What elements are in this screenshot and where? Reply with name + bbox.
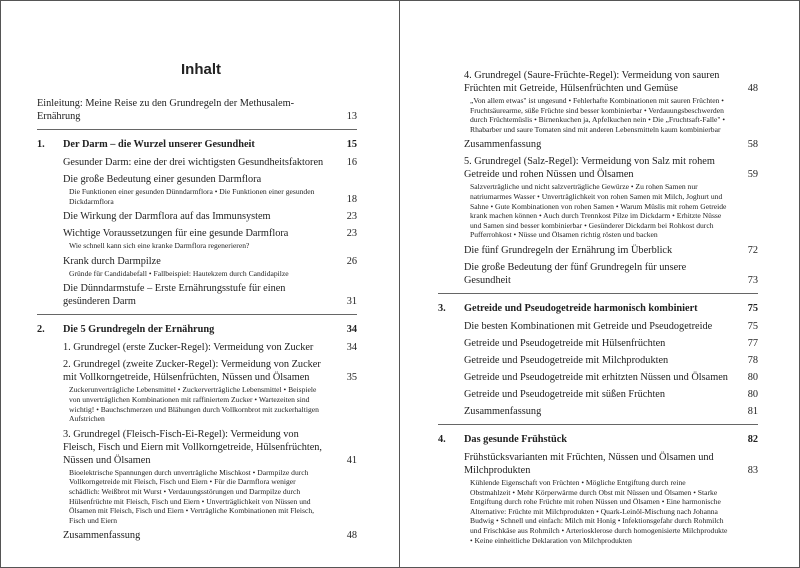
- page-number: 58: [747, 139, 758, 151]
- page-number: 35: [346, 372, 357, 384]
- page-number: 81: [747, 405, 758, 417]
- toc-entry[interactable]: Die fünf Grundregeln der Ernährung im Überblick 72: [464, 244, 758, 256]
- toc-section[interactable]: 2. Die 5 Grundregeln der Ernährung 34: [37, 324, 357, 336]
- toc-section[interactable]: 1. Der Darm – die Wurzel unserer Gesundheit 15: [37, 139, 357, 150]
- right-page: [400, 1, 799, 567]
- page-number: 13: [346, 111, 357, 122]
- toc-subtopics: Die Funktionen einer gesunden Dünndarmflora • Die Funktionen einer gesunden Dickdarmflora: [69, 187, 315, 206]
- toc-entry[interactable]: Zusammenfassung 48: [63, 530, 357, 542]
- toc-entry[interactable]: Die Dünndarmstufe – Erste Ernährungsstufe für einen gesünderen Darm 31: [63, 283, 357, 308]
- toc-section[interactable]: 4. Das gesunde Frühstück 82: [438, 433, 758, 445]
- toc-entry[interactable]: Die große Bedeutung einer gesunden Darmflora 18 Die Funktionen einer gesunden Dünndarmflora • Die Funktionen einer gesunden Dickdarmflora: [37, 173, 357, 206]
- page-number: 34: [346, 324, 357, 336]
- page-number: 82: [747, 433, 758, 445]
- toc-entry[interactable]: Gesunder Darm: eine der drei wichtigsten Gesundheitsfaktoren 16: [63, 157, 357, 168]
- toc-subtopics: Wie schnell kann sich eine kranke Darmflora regenerieren?: [69, 241, 250, 251]
- toc-entry[interactable]: 2. Grundregel (zweite Zucker-Regel): Vermeidung von Zucker mit Vollkorngetreide, Hülsenfrüchten, Nüssen und Ölsamen 35 Zuckerunverträgliche Lebensmittel • Zuckerverträgliche Lebensmittel • Beispiele von unverträglichen Kombinationen mit raffiniertem Zucker • Wartezeiten sind wichtig! • Bauchschmerzen und Blähungen durch Vollkornbrot mit zuckerhaltigen Aufstrichen: [37, 358, 357, 423]
- toc-entry[interactable]: Krank durch Darmpilze 26 Gründe für Candidabefall • Fallbeispiel: Hautekzem durch Candidapilze: [37, 255, 357, 279]
- toc-entry[interactable]: Frühstücksvarianten mit Früchten, Nüssen und Ölsamen und Milchprodukten 83 Kühlende Eigenschaft von Früchten • Mögliche Entgiftung durch reine Obstmahlzeit • Mehr Körperwärme durch Obst mit Nüssen und Ölsamen • Starke Entgiftung durch rohe Früchte mit rohen Nüssen und Ölsamen • Eine harmonische Alternative: Früchte mit Milchprodukten • Quark-Leinöl-Mischung nach Johanna Budwig • Schnell und einfach: Milch mit Honig • Infektionsgefahr durch Rohmilch und Frischkäse aus Rohmilch • Arteriosklerose durch homogenisierte Milchprodukte • Keine einheitliche Deklaration von Milchprodukten: [438, 451, 758, 545]
- toc-entry[interactable]: Getreide und Pseudogetreide mit Milchprodukten 78: [464, 354, 758, 366]
- page-number: 83: [747, 464, 758, 476]
- page-number: 59: [747, 169, 758, 181]
- page-number: 73: [747, 274, 758, 286]
- page-number: 80: [747, 371, 758, 383]
- toc-entry[interactable]: Die besten Kombinationen mit Getreide und Pseudogetreide 75: [464, 320, 758, 332]
- page-number: 72: [747, 244, 758, 256]
- section-divider: [37, 129, 357, 130]
- toc-entry[interactable]: Getreide und Pseudogetreide mit süßen Früchten 80: [464, 388, 758, 400]
- toc-subtopics: „Von allem etwas" ist ungesund • Fehlerhafte Kombinationen mit sauren Früchten • Fruchtsäurearme, süße Früchte sind besser kombinierbar • Verdauungsbeschwerden durch Früchtemüslis • Birnenkuchen ja, Apfelkuchen nein • Die „Fruchtsaft-Falle" • Rhabarber und saure Tomaten sind mit anderen Lebensmitteln kaum kombinierbar: [470, 96, 726, 134]
- toc-subtopics: Zuckerunverträgliche Lebensmittel • Zuckerverträgliche Lebensmittel • Beispiele von unverträglichen Kombinationen mit raffiniertem Zucker • Wartezeiten sind wichtig! • Bauchschmerzen und Blähungen durch Vollkornbrot mit zuckerhaltigen Aufstrichen: [69, 385, 319, 424]
- toc-entry[interactable]: Einleitung: Meine Reise zu den Grundregeln der Methusalem-Ernährung 13: [37, 98, 357, 122]
- page-number: 48: [346, 530, 357, 542]
- page-number: 75: [747, 320, 758, 332]
- toc-section[interactable]: 3. Getreide und Pseudogetreide harmonisch kombiniert 75: [438, 302, 758, 314]
- page-number: 23: [346, 211, 357, 223]
- page-number: 31: [346, 296, 357, 308]
- page-number: 26: [346, 255, 357, 267]
- toc-entry[interactable]: Zusammenfassung 81: [464, 405, 758, 417]
- toc-entry[interactable]: 3. Grundregel (Fleisch-Fisch-Ei-Regel): Vermeidung von Fleisch, Fisch und Eiern mit Vollkorngetreide, Hülsenfrüchten, Nüssen und Ölsamen 41 Bioelektrische Spannungen durch unverträgliche Mischkost • Darmpilze durch Vollkorngetreide mit Fleisch, Fisch und Eiern • Für die Darmflora weniger schädlich: Weißbrot mit Wurst • Verdauungsstörungen und Darmpilze durch Hülsenfrüchte mit Fleisch, Fisch und Eiern • Unverträglichkeit von Nüssen und Ölsamen mit Fleisch, Fisch und Eiern • Verträgliche Kombinationen mit Fleisch, Fisch und Eiern: [37, 428, 357, 526]
- left-page: [1, 1, 400, 567]
- page-number: 15: [346, 139, 357, 150]
- page-number: 16: [346, 157, 357, 168]
- page-number: 41: [346, 454, 357, 466]
- page-number: 23: [346, 228, 357, 240]
- page-number: 77: [747, 337, 758, 349]
- toc-entry[interactable]: 5. Grundregel (Salz-Regel): Vermeidung von Salz mit rohem Getreide und rohen Nüssen und Ölsamen 59 Salzverträgliche und nicht salzverträgliche Gewürze • Zu rohen Samen nur natriumarmes Wasser • Unverträglichkeit von rohen Samen mit Milch, Joghurt und Sahne • Gute Kombinationen von rohen Samen • Warum Müslis mit rohem Getreide krank machen können • Auch durch Trennkost Pilze im Dickdarm • Erhitzte Nüsse und Samen sind besser kombinierbar • Gesünderer Dickdarm bei Rohkost durch Pufferrohkost • Nüsse und Ölsamen richtig rösten und backen: [438, 155, 758, 240]
- section-divider: [37, 314, 357, 315]
- page-number: 75: [747, 302, 758, 314]
- toc-right: [438, 69, 758, 549]
- page-number: 34: [346, 342, 357, 354]
- toc-entry[interactable]: Die große Bedeutung der fünf Grundregeln für unsere Gesundheit 73: [464, 261, 758, 286]
- toc-subtopics: Kühlende Eigenschaft von Früchten • Mögliche Entgiftung durch reine Obstmahlzeit • Mehr Körperwärme durch Obst mit Nüssen und Ölsamen • Starke Entgiftung durch rohe Früchte mit rohen Nüssen und Ölsamen • Eine harmonische Alternative: Früchte mit Milchprodukten • Quark-Leinöl-Mischung nach Johanna Budwig • Schnell und einfach: Milch mit Honig • Infektionsgefahr durch Rohmilch und Frischkäse aus Rohmilch • Arteriosklerose durch homogenisierte Milchprodukte • Keine einheitliche Deklaration von Milchprodukten: [470, 477, 728, 545]
- page-title: Inhalt: [181, 61, 221, 78]
- toc-entry[interactable]: Wichtige Voraussetzungen für eine gesunde Darmflora 23 Wie schnell kann sich eine kranke Darmflora regenerieren?: [37, 227, 357, 251]
- toc-entry[interactable]: Zusammenfassung 58: [464, 139, 758, 151]
- section-divider: [438, 293, 758, 294]
- toc-subtopics: Salzverträgliche und nicht salzverträgliche Gewürze • Zu rohen Samen nur natriumarmes Wasser • Unverträglichkeit von rohen Samen mit Milch, Joghurt und Sahne • Gute Kombinationen von rohen Samen • Warum Müslis mit rohem Getreide krank machen können • Auch durch Trennkost Pilze im Dickdarm • Erhitzte Nüsse und Samen sind besser kombinierbar • Gesünderer Dickdarm bei Rohkost durch Pufferrohkost • Nüsse und Ölsamen richtig rösten und backen: [470, 182, 727, 240]
- toc-entry[interactable]: Getreide und Pseudogetreide mit erhitzten Nüssen und Ölsamen 80: [464, 371, 758, 383]
- toc-entry[interactable]: 1. Grundregel (erste Zucker-Regel): Vermeidung von Zucker 34: [63, 342, 357, 354]
- page-number: 80: [747, 388, 758, 400]
- toc-left: [37, 97, 357, 546]
- toc-entry[interactable]: Getreide und Pseudogetreide mit Hülsenfrüchten 77: [464, 337, 758, 349]
- toc-entry[interactable]: Die Wirkung der Darmflora auf das Immunsystem 23: [63, 211, 357, 223]
- page-number: 18: [346, 194, 357, 206]
- toc-subtopics: Bioelektrische Spannungen durch unverträgliche Mischkost • Darmpilze durch Vollkorngetreide mit Fleisch, Fisch und Eiern • Für die Darmflora weniger schädlich: Weißbrot mit Wurst • Verdauungsstörungen und Darmpilze durch Hülsenfrüchte mit Fleisch, Fisch und Eiern • Unverträglichkeit von Nüssen und Ölsamen mit Fleisch, Fisch und Eiern • Verträgliche Kombinationen mit Fleisch, Fisch und Eiern: [69, 467, 315, 525]
- section-divider: [438, 424, 758, 425]
- toc-subtopics: Gründe für Candidabefall • Fallbeispiel: Hautekzem durch Candidapilze: [69, 268, 289, 278]
- toc-entry[interactable]: 4. Grundregel (Saure-Früchte-Regel): Vermeidung von sauren Früchten mit Getreide, Hülsenfrüchten und Gemüse 48 „Von allem etwas" ist ungesund • Fehlerhafte Kombinationen mit sauren Früchten • Fruchtsäurearme, süße Früchte sind besser kombinierbar • Verdauungsbeschwerden durch Früchtemüslis • Birnenkuchen ja, Apfelkuchen nein • Die „Fruchtsaft-Falle" • Rhabarber und saure Tomaten sind mit anderen Lebensmitteln kaum kombinierbar: [438, 69, 758, 134]
- page-number: 48: [747, 83, 758, 94]
- page-number: 78: [747, 354, 758, 366]
